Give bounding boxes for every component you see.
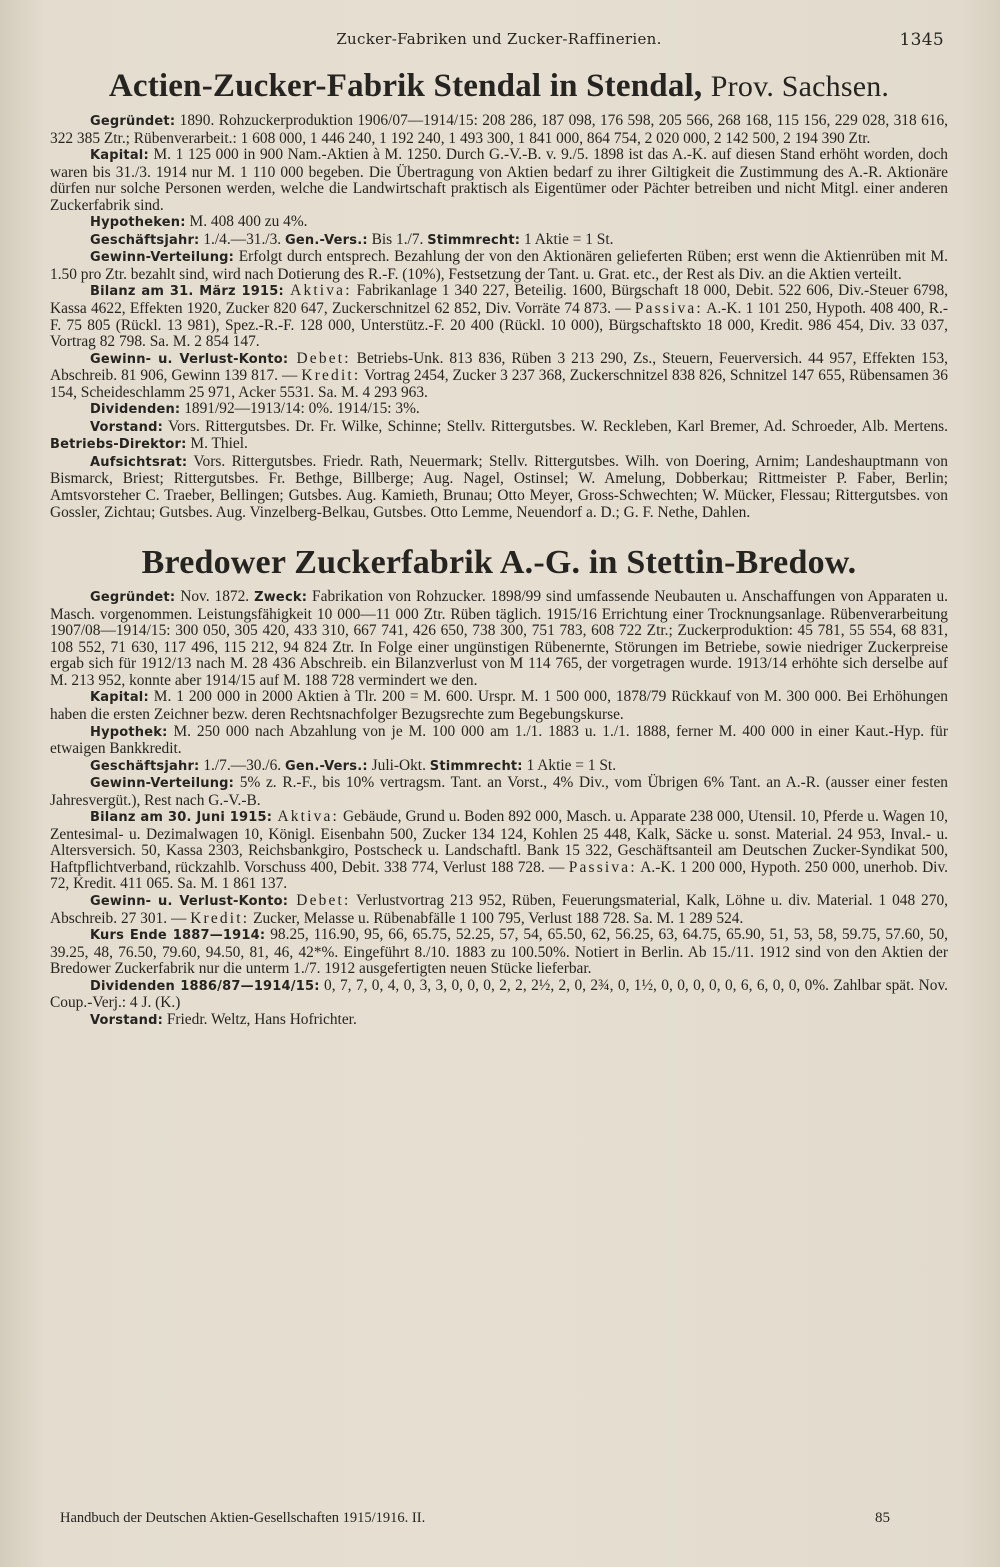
entry-paragraph <box>50 893 948 927</box>
field-text: Gebäude, Grund u. Boden 892 000, Masch. u. Apparate 238 000, Utensil. 10, Pferde u. Wagen 10, Zentesimal- u. Dezimalwagen 10, Königl. Eisenbahn 500, Zucker 134 124, Kohlen 25 448, Kalk, Säcke u. sonst. Material. 24 953, Inval.- u. Altersversich. 50, Kassa 2303, Reichsbankgiro, Postscheck u. Landschaftl. Bank 15 322, Geschäftsanteil am Deutschen Zucker-Syndikat 500, Haftpflichtverband, rückzahlb. Vorschuss 400, Debit. 338 774, Verlust 188 728. — <box>50 808 949 876</box>
spaced-label: Passiva: <box>634 300 703 318</box>
field-text: Fabrikation von Rohzucker. 1898/99 sind umfassende Neubauten u. Anschaffungen von Apparaten u. Masch. vorgenommen. Leistungsfähigkeit 10 000—11 000 Ztr. Rüben täglich. 1915/16 Errichtung einer Trocknungsanlage. Rübenverarbeitung 1907/08—1914/15: 300 050, 305 420, 433 310, 667 741, 426 650, 738 300, 751 783, 608 722 Ztr.; Zuckerproduktion: 45 781, 55 554, 68 831, 108 552, 71 630, 117 496, 115 212, 94 824 Ztr. In Folge einer ungünstigen Rübenernte, Störungen im Betriebe, sowie niedriger Zuckerpreise ergab sich für 1912/13 nach M. 28 436 Abschreib. ein Bilanzverlust von M 114 765, der vorgetragen wurde. 1913/14 erhöhte sich derselbe auf M. 213 952, konnte aber 1914/15 auf M. 188 728 vermindert we den. <box>50 588 948 689</box>
field-text: Fabrikanlage 1 340 227, Beteilig. 1600, Bürgschaft 18 000, Debit. 522 606, Div.-Steuer 6798, Kassa 4622, Effekten 1920, Zucker 820 647, Zuckerschnitzel 62 852, Div. Vorräte 74 873. — <box>50 282 949 318</box>
field-label: Gen.-Vers.: <box>284 232 368 248</box>
field-text: 1890. Rohzuckerproduktion 1906/07—1914/15: 208 286, 187 098, 176 598, 205 566, 268 168, 115 156, 229 028, 318 616, 322 385 Ztr.; Rübenverarbeit.: 1 608 000, 1 446 240, 1 192 240, 1 493 300, 1 841 000, 864 754, 2 020 000, 2 142 500, 2 194 390 Ztr. <box>50 112 948 147</box>
field-text: 1891/92—1913/14: 0%. 1914/15: 3%. <box>180 400 420 418</box>
field-text: 5% z. R.-F., bis 10% vertragsm. Tant. an Vorst., 4% Div., vom Übrigen 6% Tant. an A.-R. (ausser einer festen Jahresvergüt.), Rest nach G.-V.-B. <box>50 774 948 809</box>
entry-paragraph <box>50 351 948 402</box>
field-text: 0, 7, 7, 0, 4, 0, 3, 3, 0, 0, 0, 2, 2, 2½, 2, 0, 2¾, 0, 1½, 0, 0, 0, 0, 0, 6, 6, 0, 0, 0%. Zahlbar spät. Nov. Coup.-Verj.: 4 J. (K.) <box>50 976 948 1012</box>
company-name: Bredower Zuckerfabrik A.-G. in Stettin-Bredow. <box>141 544 857 582</box>
running-title: Zucker-Fabriken und Zucker-Raffinerien. <box>336 30 662 48</box>
field-text: Vortrag 2454, Zucker 3 237 368, Zuckerschnitzel 838 826, Schnitzel 147 655, Rübensamen 36 154, Scheideschlamm 25 971, Acker 5531. Sa. M. 4 293 963. <box>50 367 948 401</box>
field-text: A.-K. 1 101 250, Hypoth. 408 400, R.-F. 75 805 (Rückl. 13 981), Spez.-R.-F. 128 000, Unterstütz.-F. 20 400 (Rückl. 10 000), Bürgschaftskto 18 000, Kredit. 986 454, Div. 33 037, Vortrag 82 798. Sa. M. 2 854 147. <box>50 300 948 351</box>
field-text: Erfolgt durch entsprech. Bezahlung der von den Aktionären gelieferten Rüben; erst wenn die Aktienrüben mit M. 1.50 pro Ztr. bezahlt sind, wird nach Dotierung des R.-F. (10%), Festsetzung der Tant. u. Grat. etc., der Rest als Div. an die Aktien verteilt. <box>50 248 948 283</box>
entry-paragraph <box>50 214 948 232</box>
entry-paragraph <box>50 809 948 893</box>
field-label: Bilanz am 31. März 1915: <box>90 284 284 300</box>
field-text: Nov. 1872. <box>175 588 255 606</box>
book-title: Handbuch der Deutschen Aktien-Gesellschaften 1915/1916. II. <box>60 1510 426 1526</box>
page-footer <box>60 1510 890 1527</box>
spaced-label: Debet: <box>288 891 351 909</box>
field-text: Juli-Okt. <box>367 756 430 774</box>
company-entry <box>50 68 948 521</box>
field-label: Aufsichtsrat: <box>90 454 188 470</box>
field-text: M. Thiel. <box>186 435 248 453</box>
entry-paragraph <box>50 589 948 689</box>
entry-paragraph <box>50 724 948 758</box>
field-text: M. 408 400 zu 4%. <box>185 213 308 231</box>
company-entry <box>50 545 948 1029</box>
field-text: A.-K. 1 200 000, Hypoth. 250 000, unerhob. Div. 72, Kredit. 411 065. Sa. M. 1 861 137. <box>50 858 948 893</box>
entry-paragraph <box>50 775 948 809</box>
field-text: Friedr. Weltz, Hans Hofrichter. <box>162 1010 357 1028</box>
entry-paragraph <box>50 113 948 147</box>
field-label: Kapital: <box>90 690 149 706</box>
field-label: Gewinn- u. Verlust-Konto: <box>90 893 289 909</box>
entry-paragraph <box>50 454 948 521</box>
entry-paragraph <box>50 401 948 419</box>
running-head <box>50 30 948 60</box>
entries-container <box>50 68 948 1029</box>
entry-paragraph <box>50 283 948 350</box>
field-label: Zweck: <box>254 590 308 606</box>
field-label: Betriebs-Direktor: <box>50 437 187 453</box>
field-label: Gewinn- u. Verlust-Konto: <box>90 351 289 367</box>
field-label: Gegründet: <box>90 590 176 606</box>
company-title <box>50 68 948 105</box>
field-text: 1 Aktie = 1 St. <box>520 230 614 248</box>
field-label: Gen.-Vers.: <box>284 758 368 774</box>
field-label: Geschäftsjahr: <box>90 758 200 774</box>
field-text: Betriebs-Unk. 813 836, Rüben 3 213 290, Zs., Steuern, Feuerversich. 44 957, Effekten 153, Abschreib. 81 906, Gewinn 139 817. — <box>50 349 948 385</box>
field-text: Zucker, Melasse u. Rübenabfälle 1 100 795, Verlust 188 728. Sa. M. 1 289 524. <box>249 909 744 927</box>
field-label: Dividenden 1886/87—1914/15: <box>90 978 320 994</box>
entry-paragraph <box>50 978 948 1012</box>
field-label: Stimmrecht: <box>429 758 523 774</box>
entry-paragraph <box>50 249 948 283</box>
field-text: Vors. Rittergutsbes. Dr. Fr. Wilke, Schinne; Stellv. Rittergutsbes. W. Reckleben, Karl Bremer, Ad. Schroeder, Alb. Mertens. <box>162 417 948 435</box>
field-label: Vorstand: <box>90 1012 163 1028</box>
entry-paragraph <box>50 1012 948 1030</box>
entry-paragraph <box>50 689 948 723</box>
field-label: Vorstand: <box>90 419 163 435</box>
spaced-label: Debet: <box>288 349 351 367</box>
field-text: Bis 1./7. <box>367 230 428 248</box>
field-text: Verlustvortrag 213 952, Rüben, Feuerungsmaterial, Kalk, Löhne u. div. Material. 1 048 270, Abschreib. 27 301. — <box>50 891 948 927</box>
spaced-label: Kredit: <box>190 909 250 927</box>
field-label: Hypotheken: <box>90 215 186 231</box>
company-name: Actien-Zucker-Fabrik Stendal in Stendal, <box>108 68 703 104</box>
field-text: M. 250 000 nach Abzahlung von je M. 100 000 am 1./1. 1883 u. 1./1. 1888, ferner M. 400 000 in einer Kaut.-Hyp. für etwaigen Bankkredit. <box>50 722 948 758</box>
entry-paragraph <box>50 927 948 978</box>
field-label: Kapital: <box>90 148 149 164</box>
spaced-label: Kredit: <box>301 367 361 385</box>
entry-paragraph <box>50 232 948 250</box>
field-label: Geschäftsjahr: <box>90 232 200 248</box>
field-label: Gewinn-Verteilung: <box>90 250 235 266</box>
field-label: Hypothek: <box>90 724 168 740</box>
spaced-label: Passiva: <box>568 858 637 876</box>
field-text: 1./4.—31./3. <box>199 230 285 248</box>
spaced-label: Aktiva: <box>283 282 352 300</box>
company-location-suffix: Prov. Sachsen. <box>710 70 890 103</box>
entry-paragraph <box>50 147 948 214</box>
field-label: Dividenden: <box>90 402 181 418</box>
field-label: Bilanz am 30. Juni 1915: <box>90 810 273 826</box>
company-title <box>50 545 948 581</box>
spaced-label: Aktiva: <box>272 808 340 826</box>
field-label: Stimmrecht: <box>427 232 521 248</box>
field-label: Kurs Ende 1887—1914: <box>90 928 266 944</box>
field-text: M. 1 125 000 in 900 Nam.-Aktien à M. 1250. Durch G.-V.-B. v. 9./5. 1898 ist das A.-K. auf diesen Stand erhöht worden, doch waren bis 31./3. 1914 nur M. 1 110 000 begeben. Die Übertragung von Aktien bedarf zu ihrer Giltigkeit die Zustimmung des A.-R. Aktionäre dürfen nur solche Personen werden, welche die Landwirtschaft praktisch als Eigentümer oder Pächter betreiben und nicht Mitgl. einer anderen Zuckerfabrik sind. <box>50 146 948 214</box>
field-text: 1 Aktie = 1 St. <box>522 756 617 774</box>
field-label: Gewinn-Verteilung: <box>90 776 235 792</box>
page-number: 1345 <box>899 30 944 50</box>
entry-paragraph <box>50 758 948 776</box>
sheet-number: 85 <box>875 1510 890 1526</box>
field-label: Gegründet: <box>90 114 176 129</box>
field-text: 98.25, 116.90, 95, 66, 65.75, 52.25, 57, 54, 65.50, 62, 56.25, 63, 64.75, 65.90, 51, 53, 58, 59.75, 57.60, 50, 39.25, 48, 76.50, 79.60, 94.50, 81, 46, 42*%. Eingeführt 8./10. 1883 zu 100.50%. Notiert in Berlin. Ab 15./11. 1912 sind von den Aktien der Bredower Zuckerfabrik nur die unterm 1./7. 1912 ausgefertigten neuen Stücke lieferbar. <box>50 926 948 978</box>
field-text: M. 1 200 000 in 2000 Aktien à Tlr. 200 = M. 600. Urspr. M. 1 500 000, 1878/79 Rückkauf von M. 300 000. Bei Erhöhungen haben die ersten Zeichner bezw. deren Rechtsnachfolger Bezugsrechte zum Begebungskurse. <box>50 688 948 723</box>
field-text: 1./7.—30./6. <box>199 756 285 774</box>
field-text: Vors. Rittergutsbes. Friedr. Rath, Neuermark; Stellv. Rittergutsbes. Wilh. von Doering, Arnim; Landeshauptmann von Bismarck, Briest; Rittergutsbes. Fr. Bethge, Billberge; Aug. Nagel, Ostinsel; W. Amelung, Dobberkau; Rittmeister P. Faber, Berlin; Amtsvorsteher C. Traeber, Bellingen; Gutsbes. Aug. Kamieth, Brunau; Otto Meyer, Gross-Schwechten; W. Mücker, Flessau; Rittergutsbes. von Gossler, Zichtau; Gutsbes. Aug. Vinzelberg-Belkau, Gutsbes. Otto Lemme, Neuendorf a. D.; G. F. Nethe, Dahlen. <box>50 452 948 521</box>
entry-paragraph <box>50 419 948 454</box>
